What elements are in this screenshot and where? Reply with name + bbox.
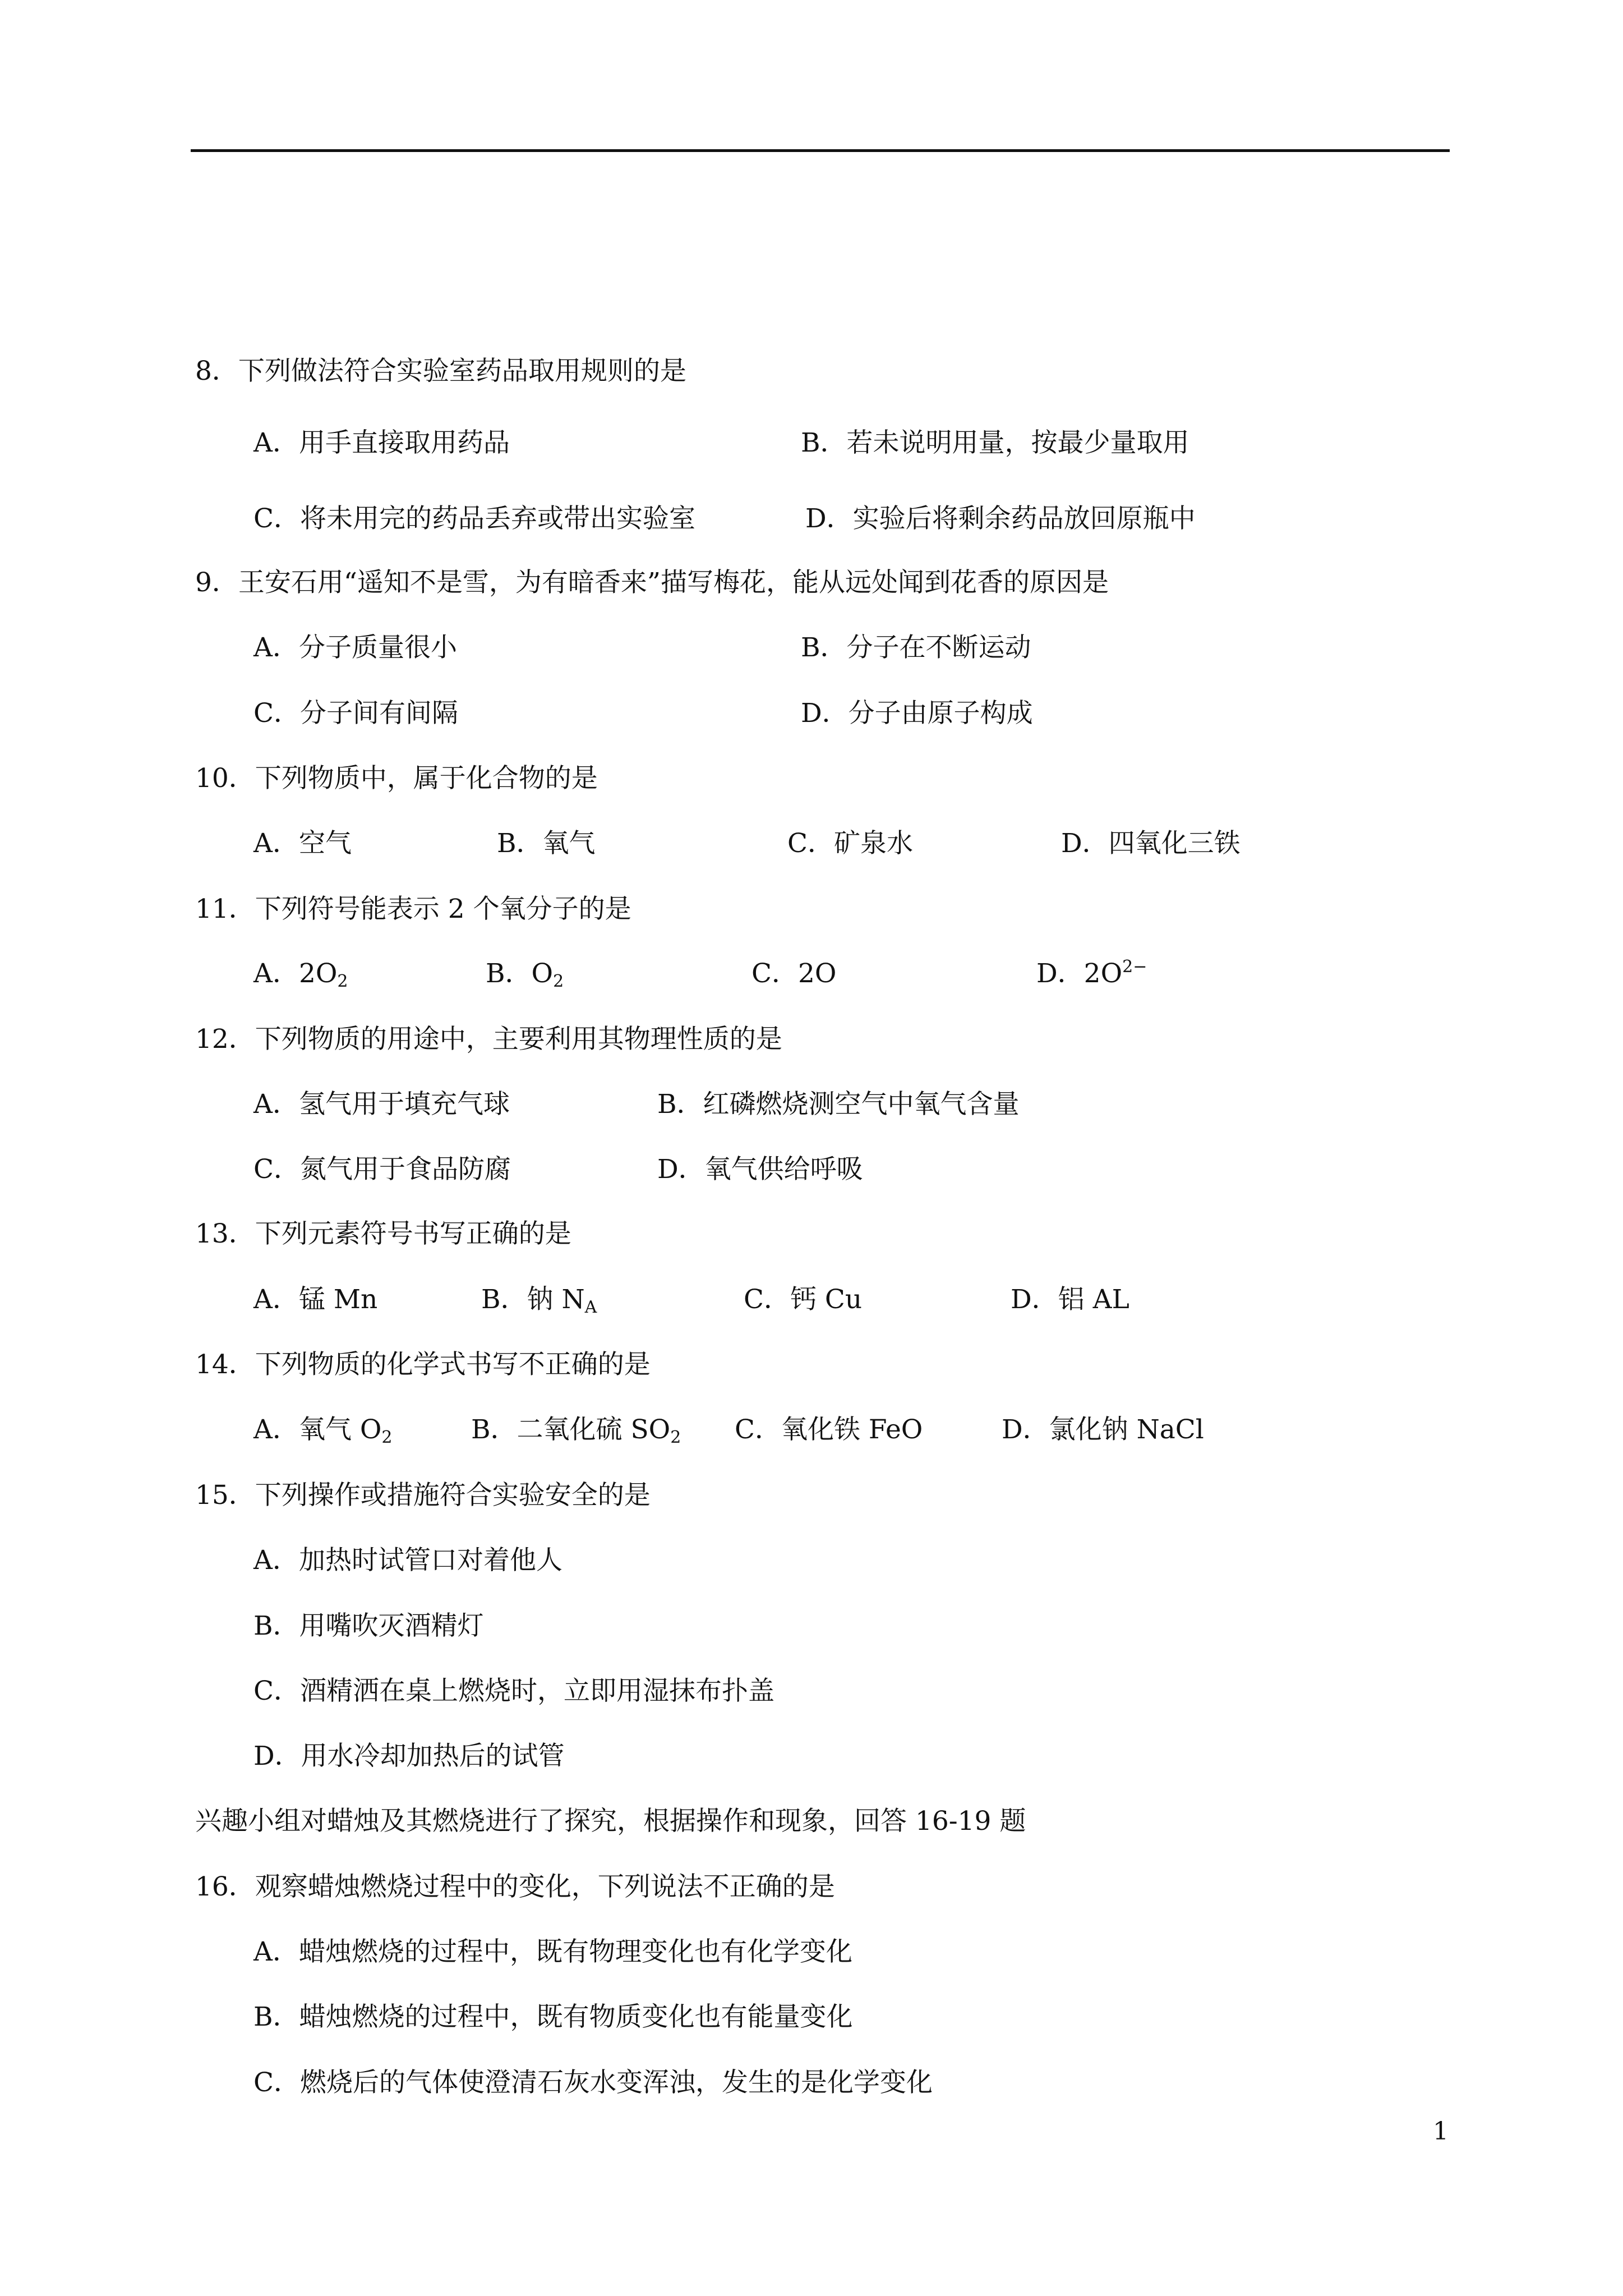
superscript: 2− bbox=[1122, 957, 1147, 977]
question-8-option-a: A．用手直接取用药品 bbox=[253, 427, 510, 458]
question-13-option-a: A．锰 Mn bbox=[253, 1284, 378, 1315]
question-13-option-b: B．钠 $N_A$ bbox=[481, 1284, 597, 1317]
question-16-stem: 16．观察蜡烛燃烧过程中的变化，下列说法不正确的是 bbox=[195, 1871, 835, 1902]
question-14-option-c: C．氧化铁 FeO bbox=[735, 1414, 923, 1445]
question-10-option-a: A．空气 bbox=[253, 828, 352, 859]
subscript: 2 bbox=[381, 1428, 393, 1447]
question-15-option-a: A．加热时试管口对着他人 bbox=[253, 1545, 562, 1576]
subscript: 2 bbox=[670, 1428, 681, 1447]
subscript: A bbox=[584, 1297, 597, 1317]
question-11-option-b: B．$O_2$ bbox=[486, 958, 564, 991]
question-10-option-d: D．四氧化三铁 bbox=[1061, 828, 1241, 859]
question-12-stem: 12．下列物质的用途中，主要利用其物理性质的是 bbox=[195, 1024, 782, 1055]
question-11-option-d: D．$2O^{2-}$ bbox=[1036, 957, 1147, 989]
question-12-option-d: D．氧气供给呼吸 bbox=[657, 1154, 863, 1185]
header-rule bbox=[191, 149, 1450, 152]
question-8-stem: 8．下列做法符合实验室药品取用规则的是 bbox=[195, 356, 686, 386]
question-8-option-c: C．将未用完的药品丢弃或带出实验室 bbox=[253, 503, 695, 534]
question-10-option-c: C．矿泉水 bbox=[787, 828, 913, 859]
question-10-stem: 10．下列物质中，属于化合物的是 bbox=[195, 763, 598, 794]
question-16-option-a: A．蜡烛燃烧的过程中，既有物理变化也有化学变化 bbox=[253, 1936, 852, 1967]
subscript: 2 bbox=[553, 972, 564, 991]
question-15-option-b: B．用嘴吹灭酒精灯 bbox=[253, 1611, 484, 1641]
question-16-option-b: B．蜡烛燃烧的过程中，既有物质变化也有能量变化 bbox=[253, 2001, 853, 2032]
question-13-option-d: D．铝 AL bbox=[1011, 1284, 1129, 1315]
question-9-stem: 9．王安石用“遥知不是雪，为有暗香来”描写梅花，能从远处闻到花香的原因是 bbox=[195, 567, 1109, 598]
question-11-stem: 11．下列符号能表示 2 个氧分子的是 bbox=[195, 894, 631, 924]
question-9-option-c: C．分子间有间隔 bbox=[253, 698, 458, 729]
question-14-option-a: A．氧气 $O_2$ bbox=[253, 1414, 393, 1447]
question-15-option-d: D．用水冷却加热后的试管 bbox=[253, 1741, 565, 1772]
question-8-option-d: D．实验后将剩余药品放回原瓶中 bbox=[805, 503, 1196, 534]
page-number: 1 bbox=[1433, 2117, 1449, 2146]
question-9-option-b: B．分子在不断运动 bbox=[801, 632, 1031, 663]
question-14-option-d: D．氯化钠 NaCl bbox=[1002, 1414, 1204, 1445]
question-8-option-b: B．若未说明用量，按最少量取用 bbox=[801, 427, 1189, 458]
subscript: 2 bbox=[337, 972, 348, 991]
question-13-option-c: C．钙 Cu bbox=[744, 1284, 863, 1315]
question-9-option-a: A．分子质量很小 bbox=[253, 632, 457, 663]
question-11-option-a: A．$2O_2$ bbox=[253, 958, 348, 991]
question-14-option-b: B．二氧化硫 $SO_2$ bbox=[471, 1414, 681, 1447]
question-14-stem: 14．下列物质的化学式书写不正确的是 bbox=[195, 1349, 651, 1380]
question-11-option-c: C．2O bbox=[751, 958, 837, 989]
question-13-stem: 13．下列元素符号书写正确的是 bbox=[195, 1218, 571, 1249]
question-15-option-c: C．酒精洒在桌上燃烧时，立即用湿抹布扑盖 bbox=[253, 1676, 774, 1706]
question-16-option-c: C．燃烧后的气体使澄清石灰水变浑浊，发生的是化学变化 bbox=[253, 2067, 933, 2098]
question-10-option-b: B．氧气 bbox=[497, 828, 596, 859]
question-12-option-a: A．氢气用于填充气球 bbox=[253, 1089, 510, 1120]
section-intro: 兴趣小组对蜡烛及其燃烧进行了探究，根据操作和现象，回答 16-19 题 bbox=[195, 1806, 1026, 1837]
question-9-option-d: D．分子由原子构成 bbox=[801, 698, 1033, 729]
question-12-option-c: C．氮气用于食品防腐 bbox=[253, 1154, 511, 1185]
question-12-option-b: B．红磷燃烧测空气中氧气含量 bbox=[657, 1089, 1020, 1120]
question-15-stem: 15．下列操作或措施符合实验安全的是 bbox=[195, 1480, 651, 1511]
